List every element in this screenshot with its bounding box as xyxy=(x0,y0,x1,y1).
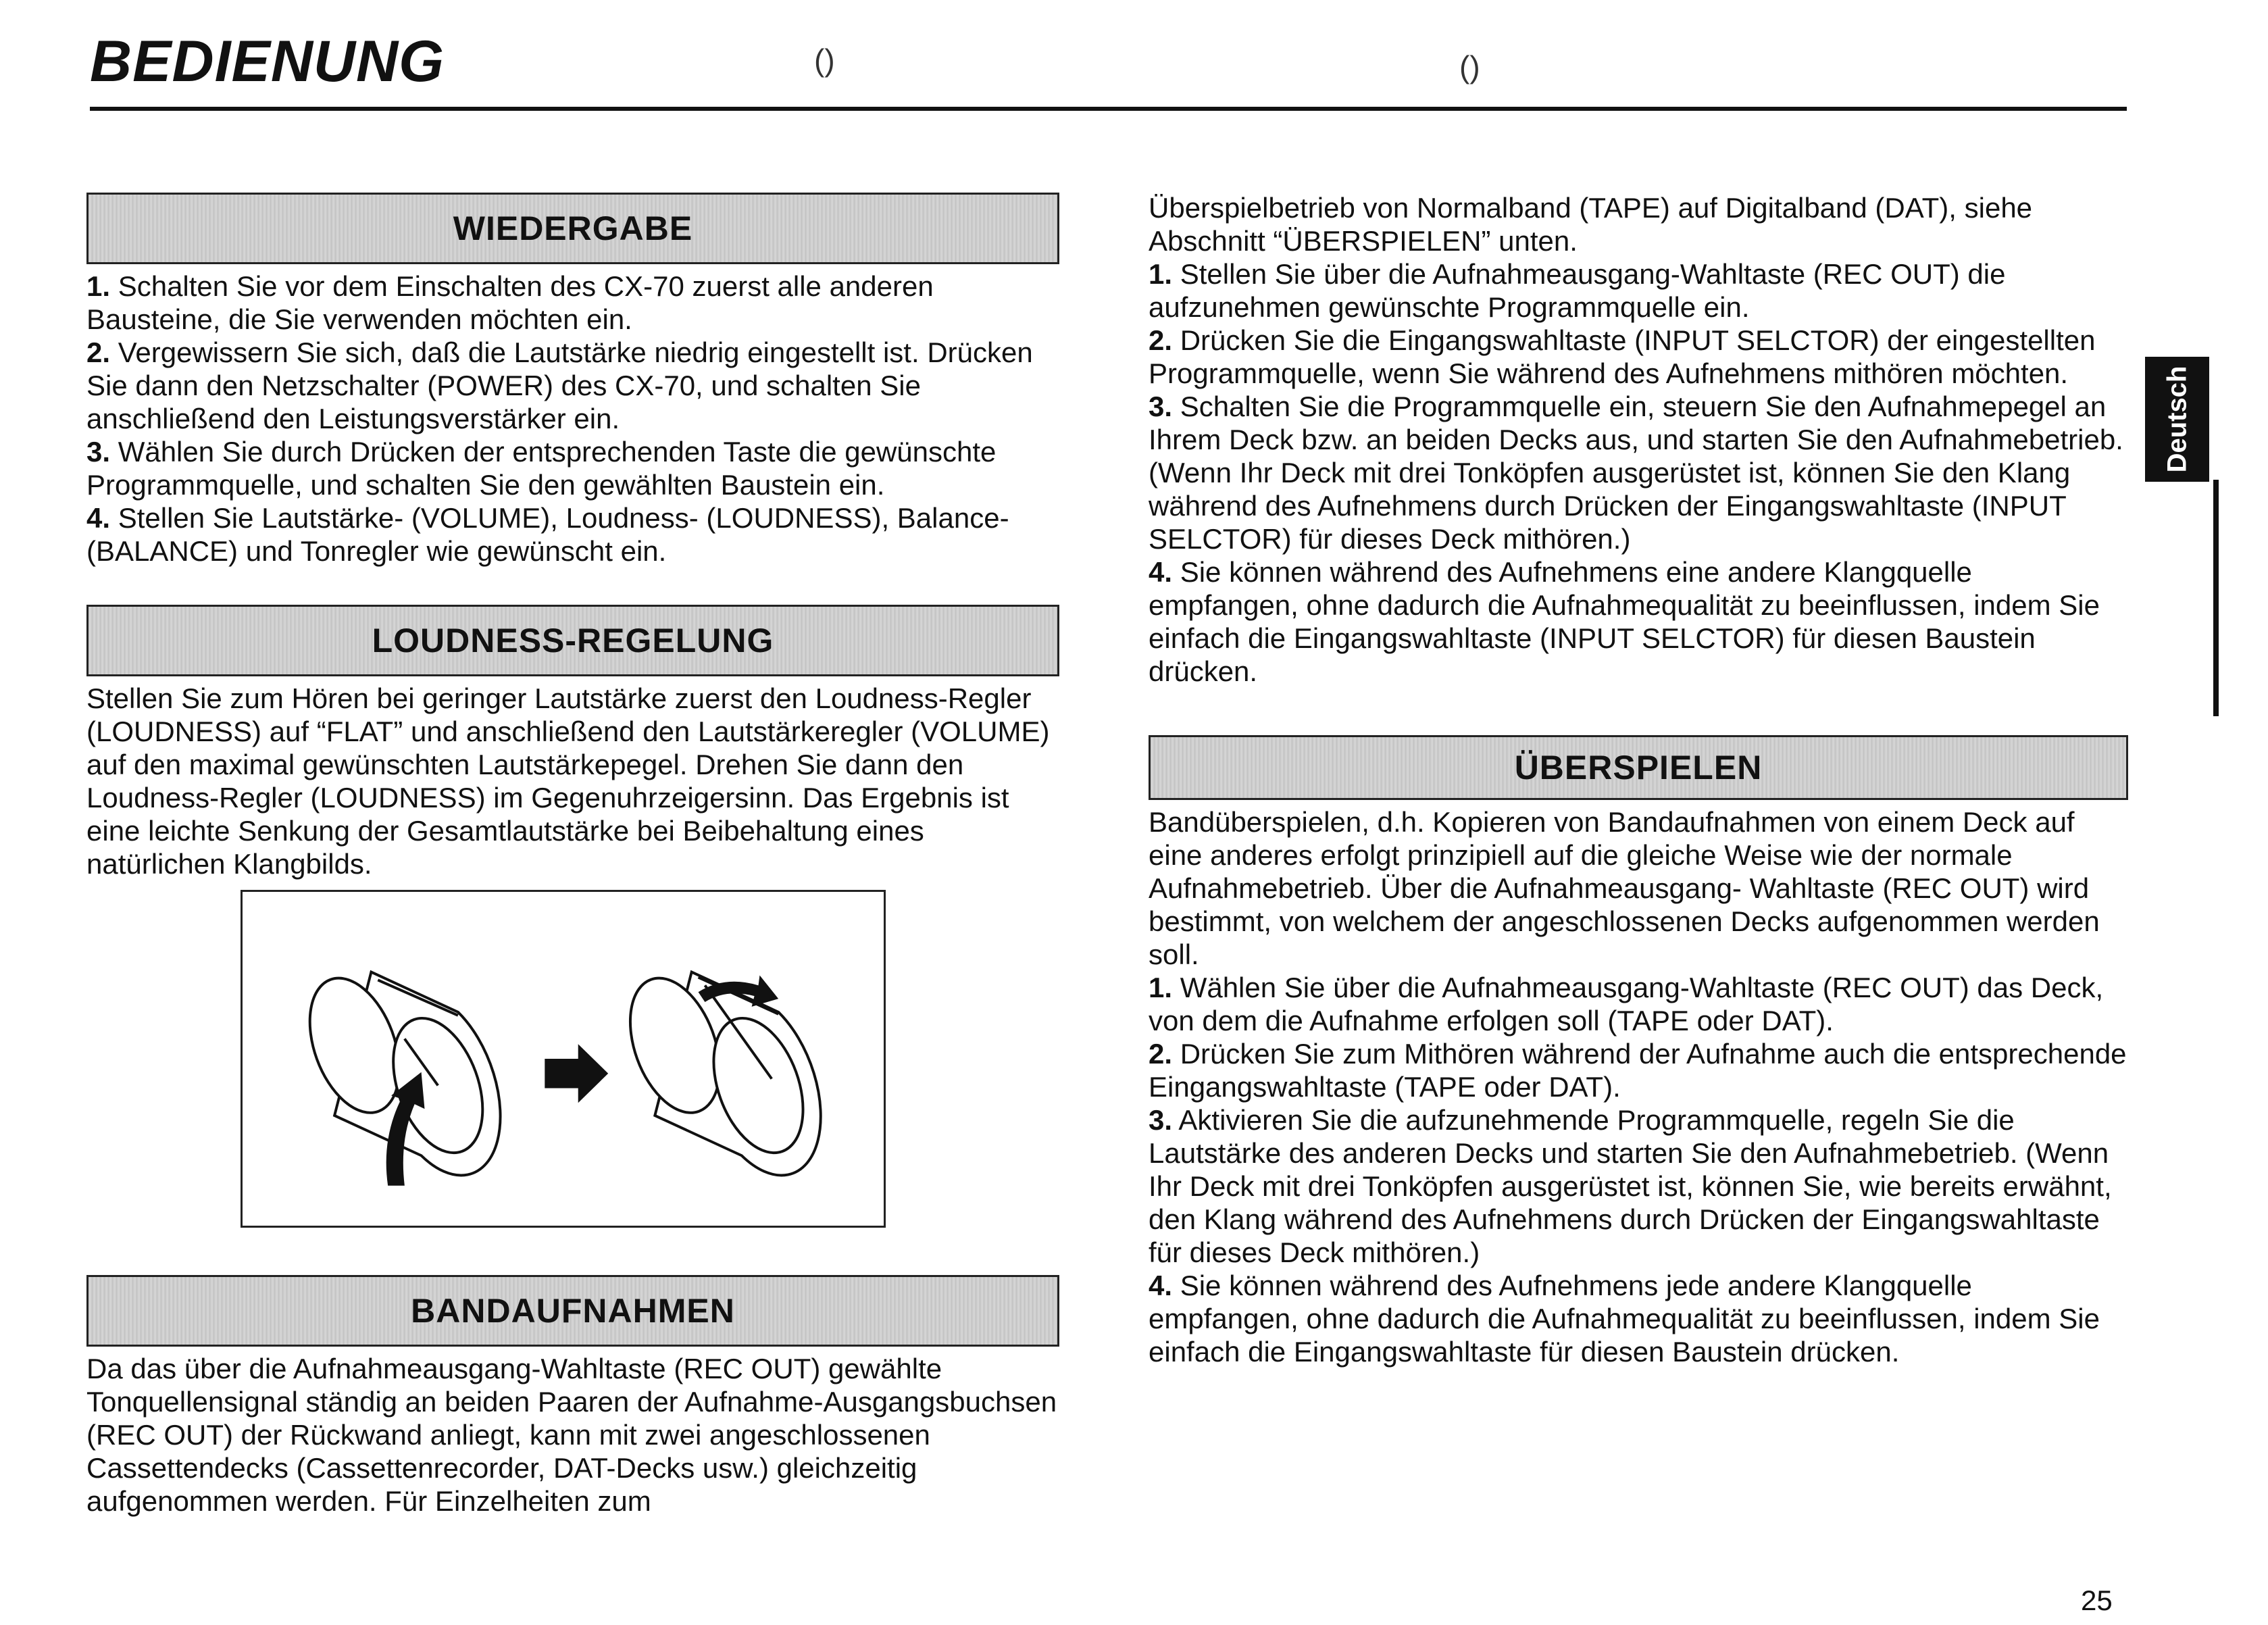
continuation-text: Überspielbetrieb von Normalband (TAPE) auf Digitalband (DAT), siehe Abschnitt “ÜBERSPIELEN” unten. xyxy=(1149,192,2033,257)
title-rule xyxy=(90,107,2127,111)
right-column xyxy=(1149,191,2128,1368)
section-heading-loudness xyxy=(86,605,1059,676)
binding-mark-right: () xyxy=(1459,49,1480,84)
ueberspielen-step-1: 1. Wählen Sie über die Aufnahmeausgang-Wahltaste (REC OUT) das Deck, von dem die Aufnahme erfolgen soll (TAPE oder DAT). xyxy=(1149,972,2104,1036)
loudness-text: Stellen Sie zum Hören bei geringer Lautstärke zuerst den Loudness-Regler (LOUDNESS) auf “FLAT” und anschließend den Lautstärkeregler (VOLUME) auf den maximal gewünschten Lautstärkepegel. Drehen Sie dann den Loudness-Regler (LOUDNESS) im Gegenuhrzeigersinn. Das Ergebnis ist eine leichte Senkung der Gesamtlautstärke bei Beibehaltung eines natürlichen Klangbilds. xyxy=(86,682,1050,880)
right-arrow-icon xyxy=(545,1044,608,1103)
wiedergabe-step-4: 4. Stellen Sie Lautstärke- (VOLUME), Loudness- (LOUDNESS), Balance- (BALANCE) und Tonregler wie gewünscht ein. xyxy=(86,502,1009,567)
knob-after-icon xyxy=(613,966,821,1175)
ueberspielen-step-4: 4. Sie können während des Aufnehmens jede andere Klangquelle empfangen, ohne dadurch die Aufnahmequalität zu beeinflussen, indem Sie einfach die Eingangswahltaste für diesen Baustein drücken. xyxy=(1149,1270,2100,1368)
ueberspielen-intro: Bandüberspielen, d.h. Kopieren von Bandaufnahmen von einem Deck auf eine anderes erfolgt prinzipiell auf die gleiche Weise wie der normale Aufnahmebetrieb. Über die Aufnahmeausgang- Wahltaste (REC OUT) wird bestimmt, von welchem der angeschlossenen Decks aufgenommen werden soll. xyxy=(1149,806,2100,970)
binding-mark-left: () xyxy=(814,43,835,78)
page-number: 25 xyxy=(2081,1584,2113,1616)
side-marker-bar xyxy=(2213,480,2219,716)
language-tab-label: Deutsch xyxy=(2162,366,2192,473)
recording-step-4: 4. Sie können während des Aufnehmens eine andere Klangquelle empfangen, ohne dadurch die Aufnahmequalität zu beeinflussen, indem Sie einfach die Eingangswahltaste (INPUT SELCTOR) für diesen Baustein drücken. xyxy=(1149,556,2100,687)
wiedergabe-step-1: 1. Schalten Sie vor dem Einschalten des CX-70 zuerst alle anderen Bausteine, die Sie verwenden möchten ein. xyxy=(86,270,934,335)
heading-label: BANDAUFNAHMEN xyxy=(411,1292,735,1330)
section-heading-wiedergabe xyxy=(86,193,1059,264)
left-column xyxy=(86,193,1059,1518)
recording-step-2: 2. Drücken Sie die Eingangswahltaste (INPUT SELCTOR) der eingestellten Programmquelle, wenn Sie während des Aufnehmens mithören möchten. xyxy=(1149,324,2096,389)
page-title: BEDIENUNG xyxy=(90,29,445,94)
ueberspielen-step-2: 2. Drücken Sie zum Mithören während der Aufnahme auch die entsprechende Eingangswahltaste (TAPE oder DAT). xyxy=(1149,1038,2127,1103)
knob-rotation-diagram xyxy=(243,892,884,1226)
loudness-knob-illustration xyxy=(241,890,886,1228)
language-tab xyxy=(2145,357,2209,482)
section-heading-ueberspielen xyxy=(1149,735,2128,800)
bandaufnahmen-text: Da das über die Aufnahmeausgang-Wahltaste (REC OUT) gewählte Tonquellensignal ständig an beiden Paaren der Aufnahme-Ausgangsbuchsen (REC OUT) der Rückwand anliegt, kann mit zwei angeschlossenen Cassettendecks (Cassettenrecorder, DAT-Decks usw.) gleichzeitig aufgenommen werden. Für Einzelheiten zum xyxy=(86,1353,1057,1517)
wiedergabe-step-2: 2. Vergewissern Sie sich, daß die Lautstärke niedrig eingestellt ist. Drücken Sie dann den Netzschalter (POWER) des CX-70, und schalten Sie anschließend den Leistungsverstärker ein. xyxy=(86,336,1033,434)
heading-label: ÜBERSPIELEN xyxy=(1514,749,1763,786)
recording-step-1: 1. Stellen Sie über die Aufnahmeausgang-Wahltaste (REC OUT) die aufzunehmen gewünschte Programmquelle ein. xyxy=(1149,258,2006,323)
heading-label: WIEDERGABE xyxy=(453,209,693,247)
ueberspielen-step-3: 3. Aktivieren Sie die aufzunehmende Programmquelle, regeln Sie die Lautstärke des anderen Decks und starten Sie den Aufnahmebetrieb. (Wenn Ihr Deck mit drei Tonköpfen ausgerüstet ist, können Sie, wie bereits erwähnt, den Klang während des Aufnehmens durch Drücken der Eingangswahltaste für dieses Deck mithören.) xyxy=(1149,1104,2112,1268)
wiedergabe-step-3: 3. Wählen Sie durch Drücken der entsprechenden Taste die gewünschte Programmquelle, und schalten Sie den gewählten Baustein ein. xyxy=(86,436,997,501)
recording-step-3: 3. Schalten Sie die Programmquelle ein, steuern Sie den Aufnahmepegel an Ihrem Deck bzw. an beiden Decks aus, und starten Sie den Aufnahmebetrieb. (Wenn Ihr Deck mit drei Tonköpfen ausgerüstet ist, können Sie den Klang während des Aufnehmens durch Drücken der Eingangswahltaste (INPUT SELCTOR) für dieses Deck mithören.) xyxy=(1149,391,2123,555)
section-heading-bandaufnahmen xyxy=(86,1275,1059,1347)
heading-label: LOUDNESS-REGELUNG xyxy=(372,622,774,659)
